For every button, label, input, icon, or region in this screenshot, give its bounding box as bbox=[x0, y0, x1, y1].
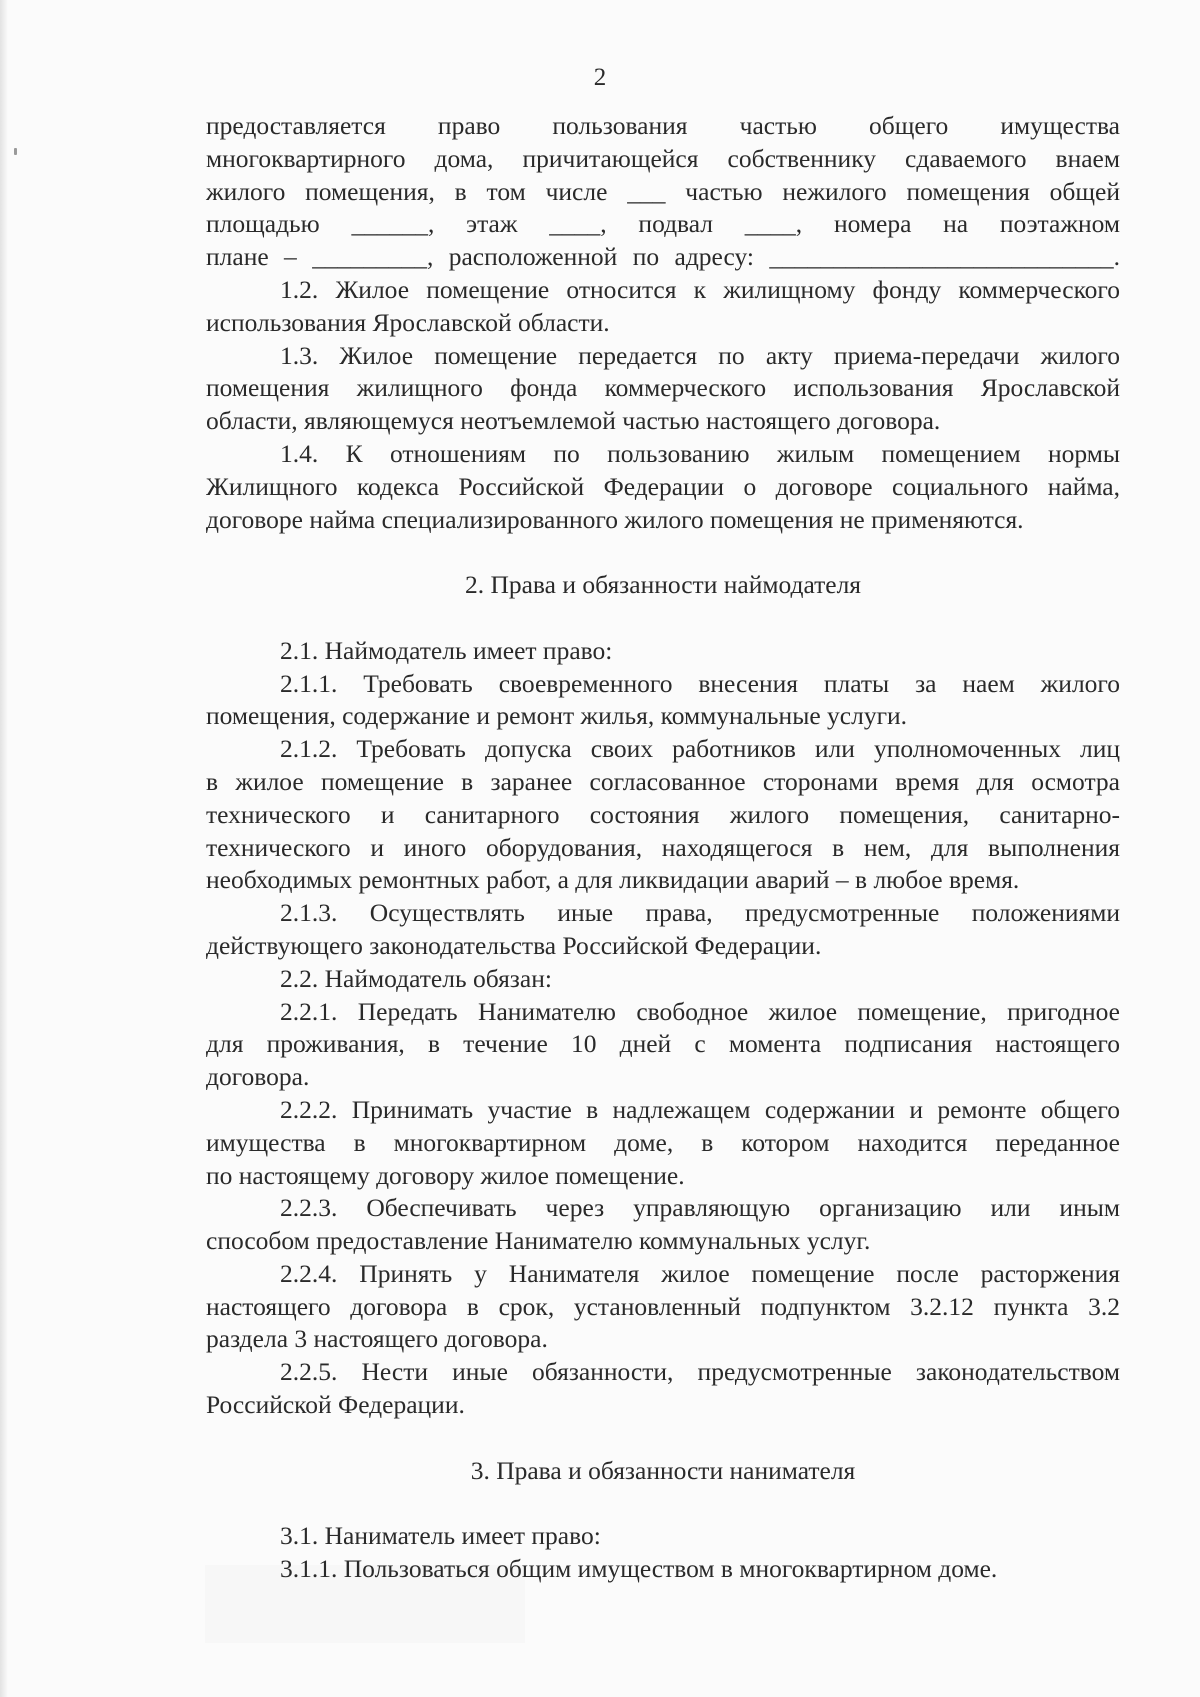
scan-edge bbox=[0, 0, 8, 1697]
text-line: жилого помещения, в том числе ___ частью нежилого помещения общей bbox=[206, 176, 1120, 206]
section-heading: 3. Права и обязанности нанимателя bbox=[470, 1455, 856, 1485]
text-line: действующего законодательства Российской Федерации. bbox=[206, 930, 822, 960]
text-line: 2.2.1. Передать Нанимателю свободное жилое помещение, пригодное bbox=[280, 996, 1120, 1026]
text-line: использования Ярославской области. bbox=[206, 307, 610, 337]
text-line: предоставляется право пользования частью общего имущества bbox=[206, 111, 1120, 140]
text-line: договора. bbox=[206, 1062, 310, 1092]
text-line: 3.1. Наниматель имеет право: bbox=[280, 1521, 601, 1551]
text-line: 2.1.1. Требовать своевременного внесения платы за наем жилого bbox=[280, 668, 1120, 698]
text-line: 2.2.2. Принимать участие в надлежащем содержании и ремонте общего bbox=[280, 1094, 1120, 1124]
document-body bbox=[206, 110, 1120, 1586]
text-line: 2.1. Наймодатель имеет право: bbox=[280, 635, 613, 665]
text-line: помещения, содержание и ремонт жилья, коммунальные услуги. bbox=[206, 701, 908, 731]
text-line: 1.2. Жилое помещение относится к жилищному фонду коммерческого bbox=[280, 274, 1120, 304]
text-line: для проживания, в течение 10 дней с момента подписания настоящего bbox=[206, 1029, 1120, 1059]
text-line: в жилое помещение в заранее согласованное сторонами время для осмотра bbox=[206, 766, 1120, 796]
page-number: 2 bbox=[593, 64, 607, 91]
text-line: многоквартирного дома, причитающейся собственнику сдаваемого внаем bbox=[206, 143, 1120, 173]
text-line: 2.2.4. Принять у Нанимателя жилое помещение после расторжения bbox=[280, 1258, 1120, 1288]
scan-mark bbox=[14, 148, 17, 155]
text-line: 2.1.3. Осуществлять иные права, предусмотренные положениями bbox=[280, 898, 1120, 928]
text-line: 2.2. Наймодатель обязан: bbox=[280, 963, 552, 993]
text-line: имущества в многоквартирном доме, в котором находится переданное bbox=[206, 1127, 1120, 1157]
text-line: 1.3. Жилое помещение передается по акту приема-передачи жилого bbox=[280, 340, 1120, 370]
text-line: Жилищного кодекса Российской Федерации о договоре социального найма, bbox=[206, 471, 1120, 501]
text-line: площадью ______, этаж ____, подвал ____, номера на поэтажном bbox=[206, 209, 1120, 239]
section-heading: 2. Права и обязанности наймодателя bbox=[464, 570, 862, 600]
text-line: Российской Федерации. bbox=[206, 1390, 465, 1420]
text-line: раздела 3 настоящего договора. bbox=[206, 1324, 548, 1354]
text-line: области, являющемуся неотъемлемой частью настоящего договора. bbox=[206, 406, 941, 436]
text-line: настоящего договора в срок, установленный подпунктом 3.2.12 пункта 3.2 bbox=[206, 1291, 1120, 1321]
text-line: 2.2.5. Нести иные обязанности, предусмотренные законодательством bbox=[280, 1357, 1120, 1387]
text-line: 3.1.1. Пользоваться общим имуществом в многоквартирном доме. bbox=[280, 1554, 998, 1584]
text-line: плане – _________, расположенной по адресу: ___________________________. bbox=[206, 242, 1120, 272]
text-line: 2.1.2. Требовать допуска своих работников или уполномоченных лиц bbox=[280, 734, 1120, 764]
text-line: договоре найма специализированного жилого помещения не применяются. bbox=[206, 504, 1024, 534]
text-line: 2.2.3. Обеспечивать через управляющую организацию или иным bbox=[280, 1193, 1120, 1223]
text-line: необходимых ремонтных работ, а для ликвидации аварий – в любое время. bbox=[206, 865, 1020, 895]
text-line: способом предоставление Нанимателю коммунальных услуг. bbox=[206, 1226, 871, 1256]
text-line: по настоящему договору жилое помещение. bbox=[206, 1160, 685, 1190]
text-line: помещения жилищного фонда коммерческого использования Ярославской bbox=[206, 373, 1120, 403]
text-line: технического и иного оборудования, находящегося в нем, для выполнения bbox=[206, 832, 1120, 862]
text-line: технического и санитарного состояния жилого помещения, санитарно- bbox=[206, 799, 1120, 829]
text-line: 1.4. К отношениям по пользованию жилым помещением нормы bbox=[280, 438, 1120, 468]
